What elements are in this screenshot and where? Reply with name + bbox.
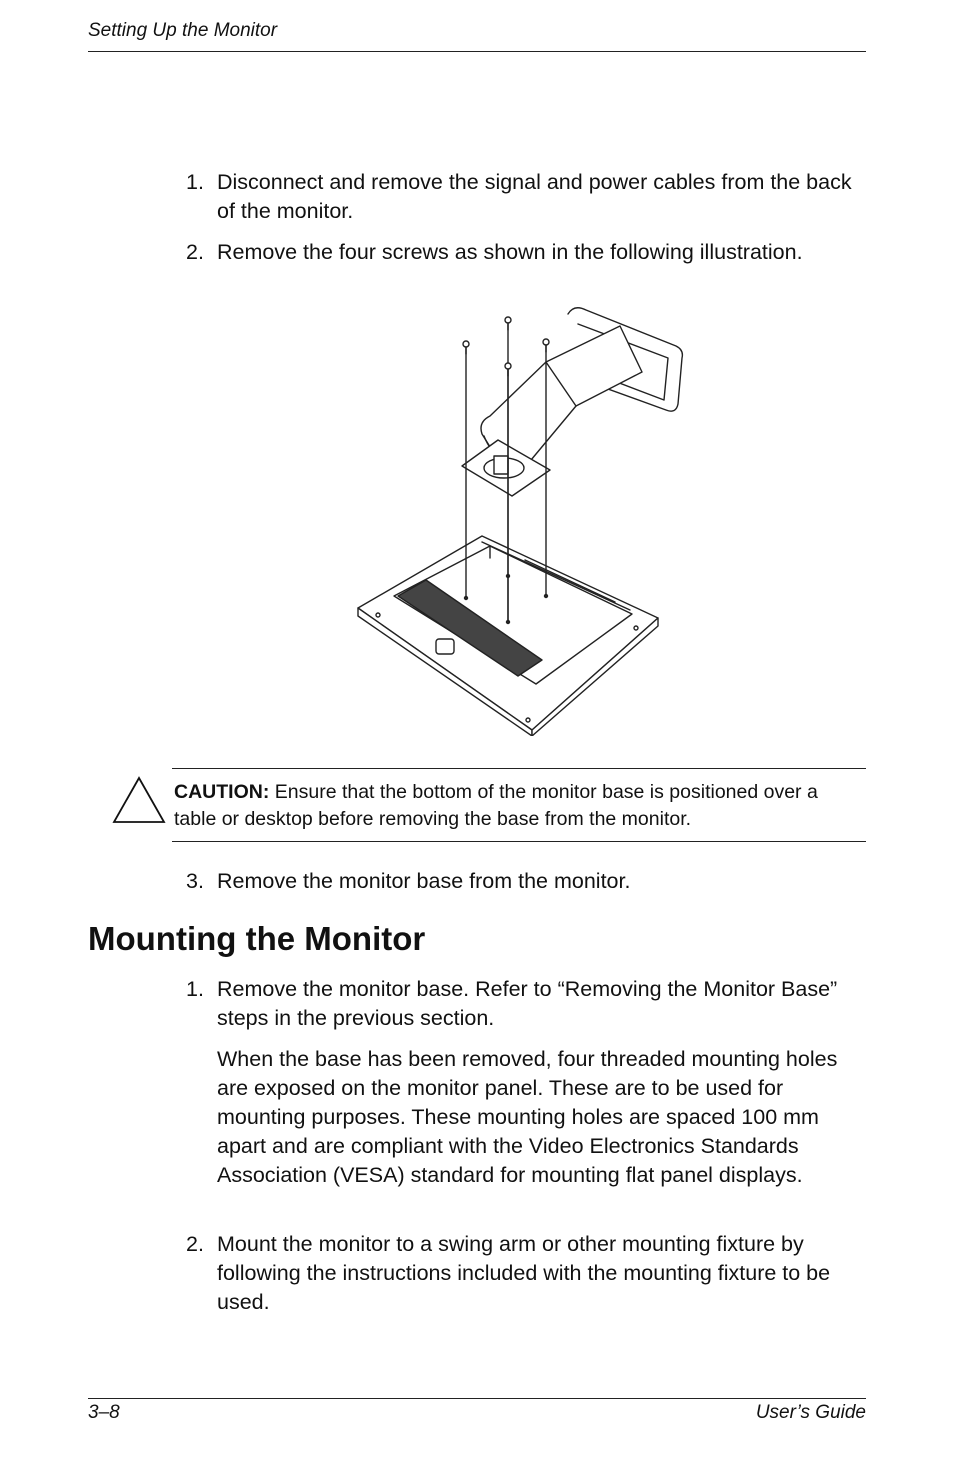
step-text: Remove the four screws as shown in the following illustration.	[217, 240, 803, 264]
running-head: Setting Up the Monitor	[88, 20, 278, 41]
step-text: Disconnect and remove the signal and power cables from the back of the monitor.	[217, 170, 852, 223]
removal-step-3	[186, 867, 866, 896]
header-rule	[88, 51, 866, 52]
footer-rule	[88, 1398, 866, 1399]
guide-title: User’s Guide	[755, 1402, 866, 1423]
removal-step-2	[186, 238, 866, 267]
caution-rule-top	[172, 768, 866, 769]
mounting-note: When the base has been removed, four threaded mounting holes are exposed on the monitor panel. These are to be used for mounting purposes. These mounting holes are spaced 100 mm apart and are compliant with the Video Electronics Standards Association (VESA) standard for mounting flat panel displays.	[217, 1047, 838, 1187]
step-number: 2.	[186, 1232, 204, 1256]
step-number: 2.	[186, 240, 204, 264]
mounting-step-2	[186, 1230, 866, 1317]
step-text: Remove the monitor base from the monitor.	[217, 869, 631, 893]
removal-step-1	[186, 168, 866, 226]
monitor-base-removal-illustration	[350, 296, 690, 736]
section-heading: Mounting the Monitor	[88, 920, 426, 957]
step-text: Remove the monitor base. Refer to “Removing the Monitor Base” steps in the previous section.	[217, 977, 838, 1030]
monitor-stand	[462, 308, 682, 496]
step-number: 1.	[186, 170, 204, 194]
step-number: 3.	[186, 869, 204, 893]
mounting-step-1	[186, 975, 866, 1033]
step-text: Mount the monitor to a swing arm or other mounting fixture by following the instructions included with the mounting fixture to be used.	[217, 1232, 831, 1314]
page-number: 3–8	[88, 1402, 120, 1423]
caution-label: CAUTION:	[174, 781, 270, 803]
caution-rule-bottom	[172, 841, 866, 842]
caution-note	[174, 779, 864, 833]
step-number: 1.	[186, 977, 204, 1001]
caution-icon	[112, 776, 166, 824]
caution-text: Ensure that the bottom of the monitor base is positioned over a table or desktop before removing the base from the monitor.	[174, 781, 818, 830]
